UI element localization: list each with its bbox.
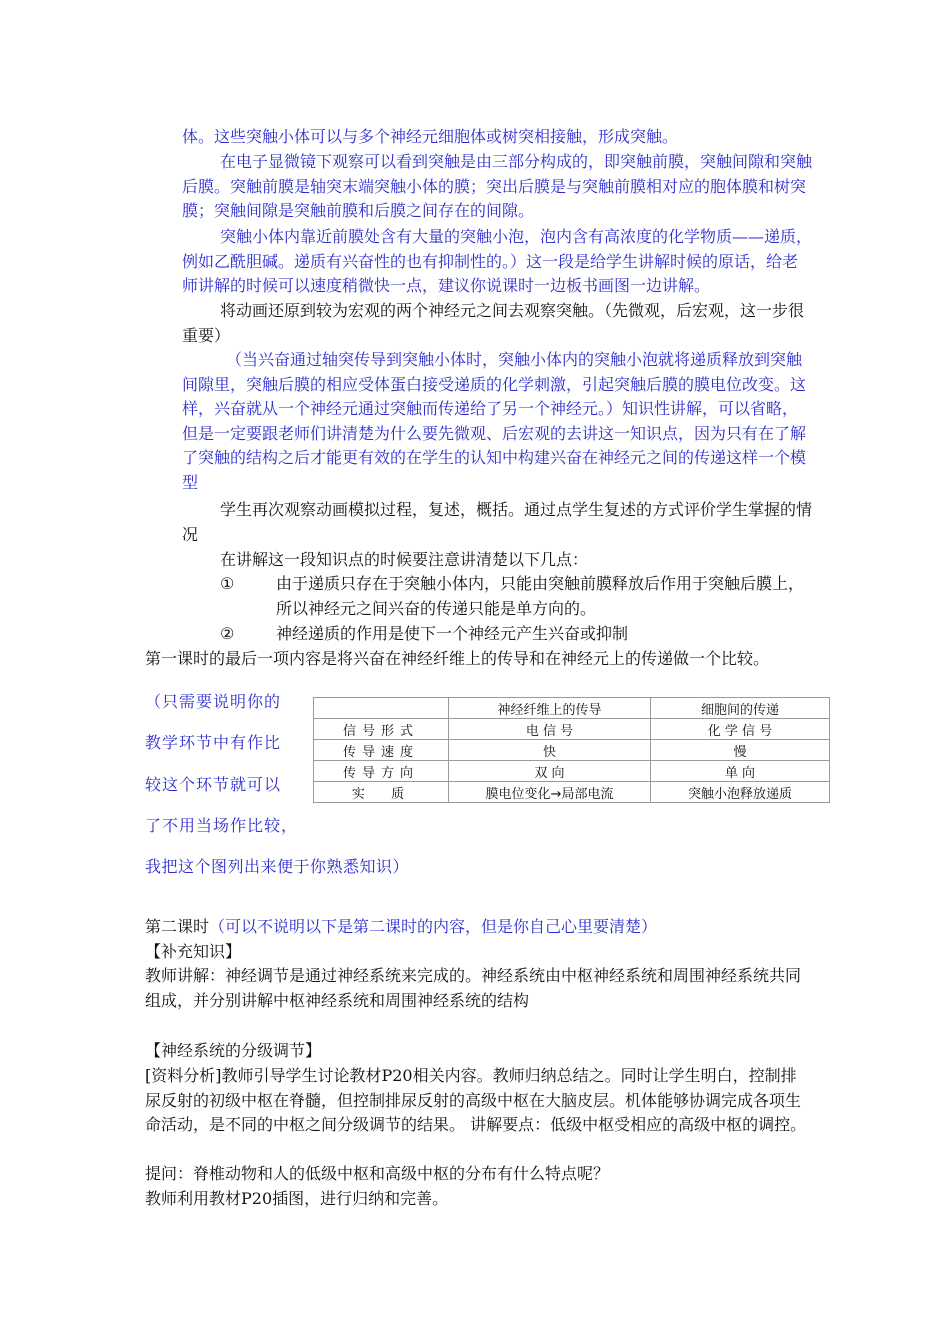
paragraph-student-review: 学生再次观察动画模拟过程，复述，概括。通过点学生复述的方式评价学生掌握的情况 — [182, 500, 813, 544]
lesson2-title-line — [145, 915, 657, 939]
table-row-label: 实 质 — [314, 782, 449, 803]
lesson2-note: （可以不说明以下是第二课时的内容，但是你自己心里要清楚） — [209, 917, 658, 936]
paragraph-synapse-structure: 在电子显微镜下观察可以看到突触是由三部分构成的，即突触前膜，突触间隙和突触后膜。突触前膜是轴突末端突触小体的膜；突出后膜是与突触前膜相对应的胞体膜和树突膜；突触间隙是突触前膜和后膜之间存在的间隙。 — [182, 152, 813, 220]
list-number-2: ② — [220, 624, 235, 643]
table-row-label: 传导方向 — [314, 761, 449, 782]
paragraph-transmission-explanation: （当兴奋通过轴突传导到突触小体时，突触小体内的突触小泡就将递质释放到突触间隙里，突触后膜的相应受体蛋白接受递质的化学刺激，引起突触后膜的膜电位改变。这样，兴奋就从一个神经元通过突触而传递给了另一个神经元。）知识性讲解，可以省略，但是一定要跟老师们讲清楚为什么要先微观、后宏观的去讲这一知识点，因为只有在了解了突触的结构之后才能更有效的在学生的认知中构建兴奋在神经元之间的传递这样一个模型 — [182, 350, 807, 492]
side-note-line: 了不用当场作比较， — [145, 816, 299, 835]
paragraph-comparison-intro: 第一课时的最后一项内容是将兴奋在神经纤维上的传导和在神经元上的传递做一个比较。 — [145, 649, 770, 668]
question-text: 提问：脊椎动物和人的低级中枢和高级中枢的分布有什么特点呢？ — [145, 1164, 610, 1183]
table-row — [314, 761, 830, 782]
side-note-line: 较这个环节就可以 — [145, 775, 282, 794]
paragraph-summary: 教师利用教材P20插图，进行归纳和完善。 — [145, 1189, 449, 1208]
table-cell: 膜电位变化→局部电流 — [449, 782, 651, 803]
table-cell: 快 — [449, 740, 651, 761]
table-header-row — [314, 698, 830, 719]
table-row — [314, 782, 830, 803]
paragraph-supplement: 教师讲解：神经调节是通过神经系统来完成的。神经系统由中枢神经系统和周围神经系统共同组成，并分别讲解中枢神经系统和周围神经系统的结构 — [145, 966, 802, 1010]
table-header-cell: 细胞间的传递 — [651, 698, 830, 719]
comparison-table — [313, 697, 830, 803]
paragraph-graded-regulation: [资料分析]教师引导学生讨论教材P20相关内容。教师归纳总结之。同时让学生明白，控制排尿反射的初级中枢在脊髓，但控制排尿反射的高级中枢在大脑皮层。机体能够协调完成各项生命活动，是不同的中枢之间分级调节的结果。 讲解要点：低级中枢受相应的高级中枢的调控。 — [145, 1066, 807, 1134]
list-number-1: ① — [220, 574, 235, 593]
table-cell: 电 信 号 — [449, 719, 651, 740]
list-item-unidirectional: 由于递质只存在于突触小体内，只能由突触前膜释放后作用于突触后膜上，所以神经元之间兴奋的传递只能是单方向的。 — [276, 574, 805, 618]
table-cell: 双 向 — [449, 761, 651, 782]
side-note-line: 教学环节中有作比 — [145, 733, 282, 752]
section-heading-supplement: 【补充知识】 — [145, 942, 242, 961]
table-header-cell: 神经纤维上的传导 — [449, 698, 651, 719]
table-row — [314, 740, 830, 761]
table-cell: 单 向 — [651, 761, 830, 782]
lesson2-title: 第二课时 — [145, 917, 210, 936]
section-heading-graded-regulation: 【神经系统的分级调节】 — [145, 1041, 322, 1060]
table-cell: 化 学 信 号 — [651, 719, 830, 740]
paragraph-macro-view: 将动画还原到较为宏观的两个神经元之间去观察突触。（先微观，后宏观，这一步很重要） — [182, 301, 805, 345]
table-header-cell — [314, 698, 449, 719]
table-row-label: 传导速度 — [314, 740, 449, 761]
table-cell: 突触小泡释放递质 — [651, 782, 830, 803]
side-note-line: （只需要说明你的 — [145, 692, 282, 711]
table-row-label: 信号形式 — [314, 719, 449, 740]
side-note-line: 我把这个图列出来便于你熟悉知识） — [145, 857, 410, 876]
table-cell: 慢 — [651, 740, 830, 761]
paragraph-synaptic-vesicle: 突触小体内靠近前膜处含有大量的突触小泡，泡内含有高浓度的化学物质——递质，例如乙酰胆碱。递质有兴奋性的也有抑制性的。）这一段是给学生讲解时候的原话，给老师讲解的时候可以速度稍微快一点，建议你说课时一边板书画图一边讲解。 — [182, 227, 813, 295]
paragraph-synapse-contact: 体。这些突触小体可以与多个神经元细胞体或树突相接触，形成突触。 — [182, 127, 679, 146]
paragraph-key-points-intro: 在讲解这一段知识点的时候要注意讲清楚以下几点： — [220, 550, 589, 569]
table-row — [314, 719, 830, 740]
list-item-neurotransmitter: 神经递质的作用是使下一个神经元产生兴奋或抑制 — [276, 624, 629, 643]
